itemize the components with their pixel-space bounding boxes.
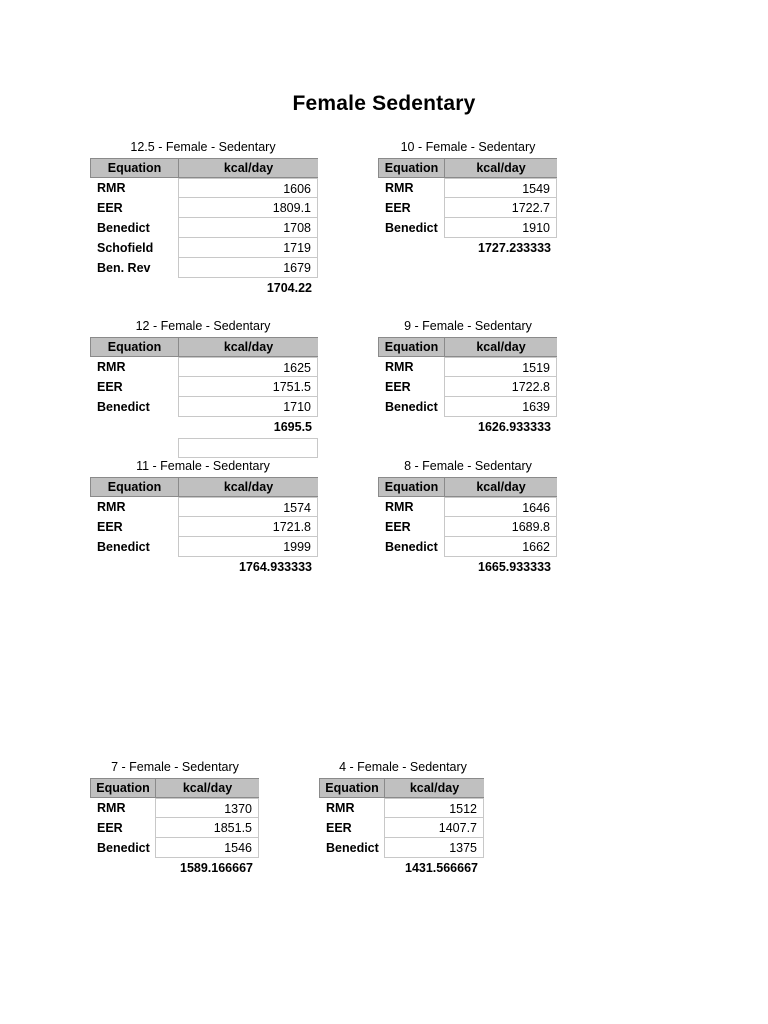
table-row xyxy=(90,238,318,258)
kcal-value: 1722.7 xyxy=(444,198,557,218)
table-row xyxy=(378,397,557,417)
equation-label: EER xyxy=(385,380,411,394)
column-header-kcal: kcal/day xyxy=(223,340,274,354)
equation-label: RMR xyxy=(97,801,126,815)
table-row xyxy=(90,517,318,537)
table-row xyxy=(378,357,557,377)
table-block xyxy=(90,459,318,577)
equation-label: Benedict xyxy=(385,540,438,554)
kcal-value: 1549 xyxy=(444,178,557,198)
column-header-equation: Equation xyxy=(91,338,179,356)
table-row xyxy=(90,838,259,858)
average-value: 1626.933333 xyxy=(478,420,551,434)
table-row xyxy=(319,818,484,838)
table-title: 4 - Female - Sedentary xyxy=(339,760,467,774)
equation-label: RMR xyxy=(326,801,355,815)
equation-label: EER xyxy=(97,821,123,835)
kcal-value: 1375 xyxy=(384,838,484,858)
equation-label: Benedict xyxy=(385,221,438,235)
equation-label: RMR xyxy=(97,500,126,514)
kcal-value: 1512 xyxy=(384,798,484,818)
kcal-value: 1809.1 xyxy=(178,198,318,218)
column-header-equation: Equation xyxy=(379,338,445,356)
average-value: 1589.166667 xyxy=(180,861,253,875)
table-row xyxy=(90,798,259,818)
equation-label: Benedict xyxy=(326,841,379,855)
kcal-value: 1662 xyxy=(444,537,557,557)
column-header-equation: Equation xyxy=(91,478,179,496)
kcal-value: 1625 xyxy=(178,357,318,377)
table-title: 12.5 - Female - Sedentary xyxy=(130,140,276,154)
table-row xyxy=(378,218,557,238)
kcal-value: 1574 xyxy=(178,497,318,517)
table-header-row xyxy=(378,158,557,178)
equation-label: Benedict xyxy=(97,221,150,235)
equation-label: Schofield xyxy=(97,241,154,255)
kcal-value: 1679 xyxy=(178,258,318,278)
table-row xyxy=(90,178,318,198)
column-header-kcal: kcal/day xyxy=(223,161,274,175)
kcal-value: 1751.5 xyxy=(178,377,318,397)
table-title: 12 - Female - Sedentary xyxy=(135,319,271,333)
equation-label: EER xyxy=(97,520,123,534)
equation-label: EER xyxy=(97,380,123,394)
equation-label: EER xyxy=(385,201,411,215)
kcal-value: 1999 xyxy=(178,537,318,557)
table-block xyxy=(90,319,318,437)
column-header-equation: Equation xyxy=(91,779,156,797)
kcal-value: 1519 xyxy=(444,357,557,377)
table-row xyxy=(90,397,318,417)
table-row xyxy=(90,258,318,278)
kcal-value: 1639 xyxy=(444,397,557,417)
table-block xyxy=(378,459,557,577)
average-value: 1764.933333 xyxy=(239,560,312,574)
kcal-value: 1722.8 xyxy=(444,377,557,397)
equation-label: EER xyxy=(385,520,411,534)
table-header-row xyxy=(378,477,557,497)
table-title: 8 - Female - Sedentary xyxy=(404,459,532,473)
equation-label: RMR xyxy=(385,360,414,374)
equation-label: Benedict xyxy=(385,400,438,414)
table-row xyxy=(378,497,557,517)
table-header-row xyxy=(90,158,318,178)
equation-label: RMR xyxy=(97,360,126,374)
table-row xyxy=(90,218,318,238)
table-row xyxy=(378,178,557,198)
average-value: 1665.933333 xyxy=(478,560,551,574)
column-header-kcal: kcal/day xyxy=(476,161,526,175)
empty-cell xyxy=(178,438,318,458)
average-value: 1727.233333 xyxy=(478,241,551,255)
column-header-equation: Equation xyxy=(91,159,179,177)
table-row xyxy=(90,198,318,218)
table-row xyxy=(90,357,318,377)
table-row xyxy=(90,377,318,397)
table-header-row xyxy=(378,337,557,357)
table-row xyxy=(378,517,557,537)
table-title: 7 - Female - Sedentary xyxy=(111,760,239,774)
equation-label: Benedict xyxy=(97,540,150,554)
column-header-equation: Equation xyxy=(320,779,385,797)
table-block xyxy=(90,140,318,298)
column-header-kcal: kcal/day xyxy=(182,781,233,795)
equation-label: EER xyxy=(97,201,123,215)
table-header-row xyxy=(90,337,318,357)
table-row xyxy=(378,198,557,218)
equation-label: Benedict xyxy=(97,841,150,855)
equation-label: Ben. Rev xyxy=(97,261,151,275)
table-header-row xyxy=(319,778,484,798)
kcal-value: 1689.8 xyxy=(444,517,557,537)
table-block xyxy=(378,319,557,437)
kcal-value: 1606 xyxy=(178,178,318,198)
kcal-value: 1721.8 xyxy=(178,517,318,537)
table-row xyxy=(319,838,484,858)
column-header-equation: Equation xyxy=(379,159,445,177)
kcal-value: 1370 xyxy=(155,798,259,818)
table-row xyxy=(90,818,259,838)
equation-label: RMR xyxy=(385,181,414,195)
kcal-value: 1910 xyxy=(444,218,557,238)
table-row xyxy=(90,537,318,557)
column-header-equation: Equation xyxy=(379,478,445,496)
table-title: 9 - Female - Sedentary xyxy=(404,319,532,333)
column-header-kcal: kcal/day xyxy=(409,781,460,795)
kcal-value: 1708 xyxy=(178,218,318,238)
kcal-value: 1719 xyxy=(178,238,318,258)
table-title: 10 - Female - Sedentary xyxy=(400,140,536,154)
column-header-kcal: kcal/day xyxy=(223,480,274,494)
table-row xyxy=(378,377,557,397)
table-block xyxy=(90,760,259,878)
table-title: 11 - Female - Sedentary xyxy=(136,459,270,473)
table-block xyxy=(378,140,557,258)
table-block xyxy=(319,760,484,878)
table-header-row xyxy=(90,477,318,497)
kcal-value: 1546 xyxy=(155,838,259,858)
column-header-kcal: kcal/day xyxy=(476,340,526,354)
kcal-value: 1407.7 xyxy=(384,818,484,838)
kcal-value: 1710 xyxy=(178,397,318,417)
equation-label: EER xyxy=(326,821,352,835)
equation-label: RMR xyxy=(385,500,414,514)
page-title: Female Sedentary xyxy=(292,92,476,115)
kcal-value: 1851.5 xyxy=(155,818,259,838)
table-row xyxy=(319,798,484,818)
average-value: 1431.566667 xyxy=(405,861,478,875)
average-value: 1704.22 xyxy=(266,281,312,295)
table-header-row xyxy=(90,778,259,798)
average-value: 1695.5 xyxy=(273,420,312,434)
equation-label: Benedict xyxy=(97,400,150,414)
table-row xyxy=(90,497,318,517)
column-header-kcal: kcal/day xyxy=(476,480,526,494)
kcal-value: 1646 xyxy=(444,497,557,517)
table-row xyxy=(378,537,557,557)
equation-label: RMR xyxy=(97,181,126,195)
